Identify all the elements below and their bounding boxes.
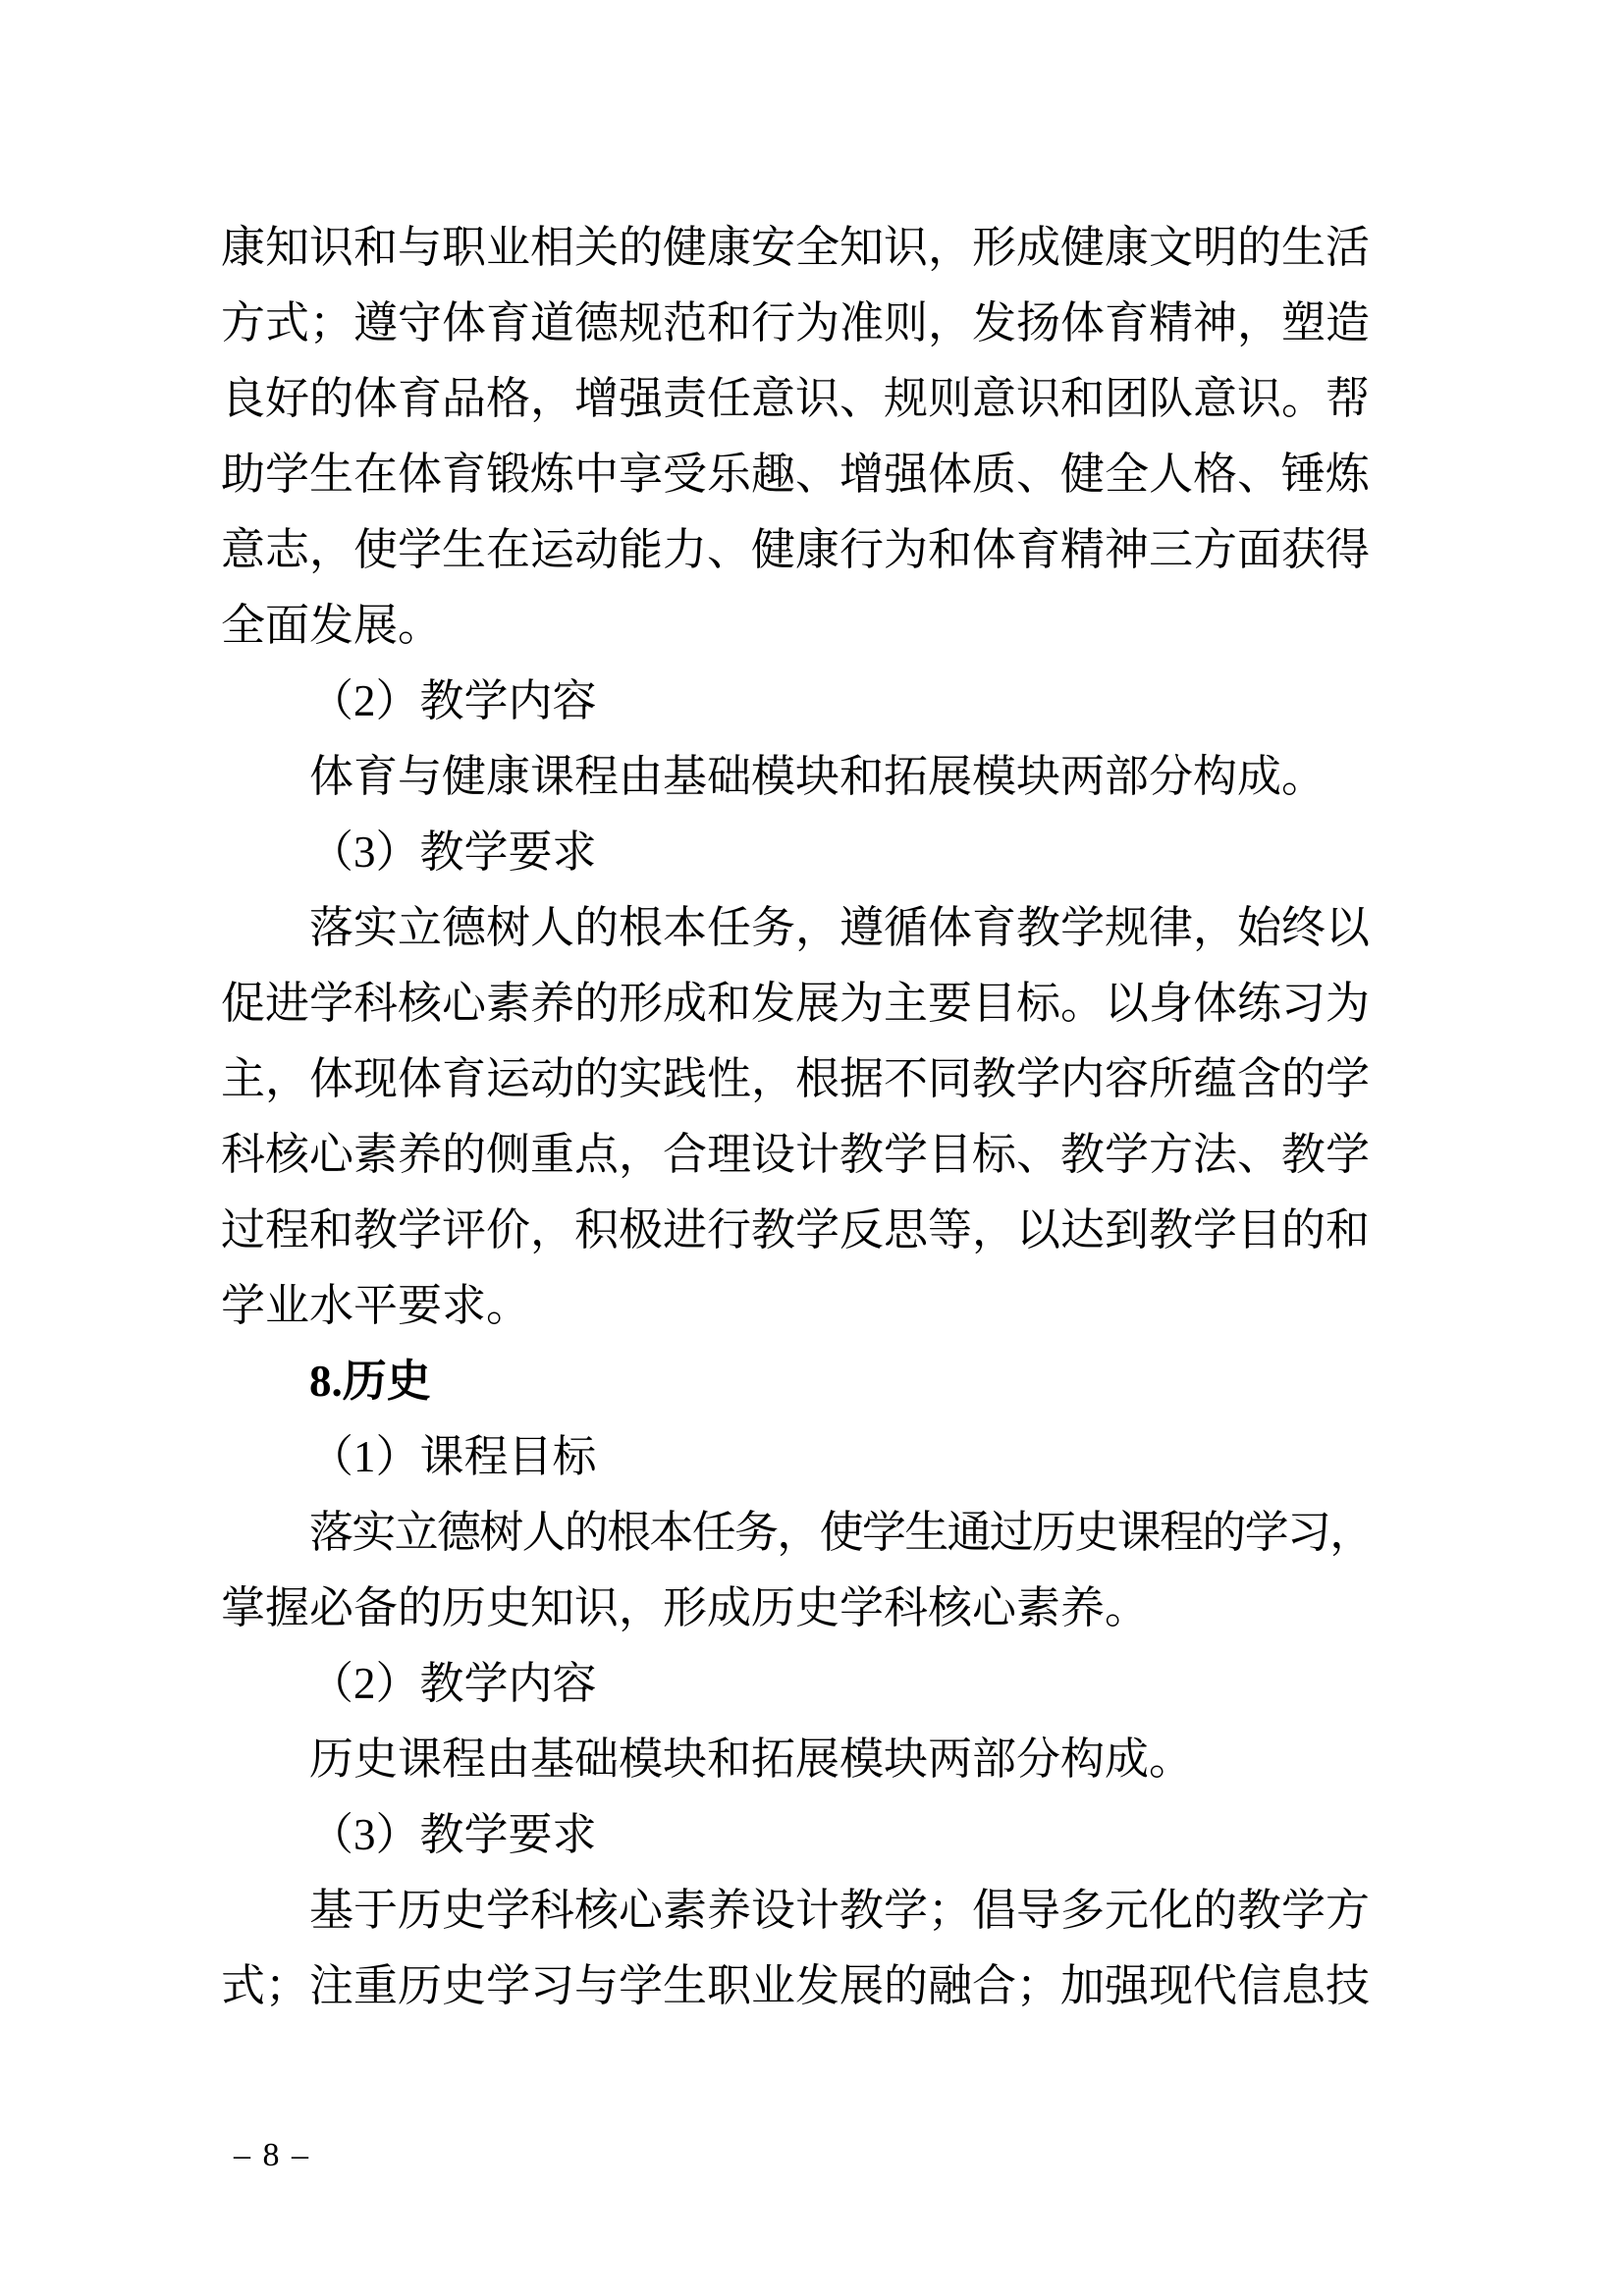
body-text-line: 落实立德树人的根本任务，遵循体育教学规律，始终以 <box>309 903 1371 952</box>
heading-8-history: 8.历史 <box>309 1357 431 1406</box>
body-text-line: 科核心素养的侧重点，合理设计教学目标、教学方法、教学 <box>221 1130 1371 1179</box>
body-text-line: 基于历史学科核心素养设计教学；倡导多元化的教学方 <box>309 1886 1371 1935</box>
subheading-teaching-requirements: （3）教学要求 <box>309 828 597 877</box>
body-text-line: 康知识和与职业相关的健康安全知识，形成健康文明的生活 <box>221 223 1371 272</box>
page-number: – 8 – <box>234 2137 310 2173</box>
body-text-line: 学业水平要求。 <box>221 1281 531 1330</box>
body-text-line: 意志，使学生在运动能力、健康行为和体育精神三方面获得 <box>221 525 1371 574</box>
body-text-line: 掌握必备的历史知识，形成历史学科核心素养。 <box>221 1583 1150 1632</box>
subheading-teaching-requirements: （3）教学要求 <box>309 1810 597 1859</box>
body-text-line: 式；注重历史学习与学生职业发展的融合；加强现代信息技 <box>221 1961 1371 2010</box>
body-text-line: 全面发展。 <box>221 601 443 650</box>
body-text-line: 主，体现体育运动的实践性，根据不同教学内容所蕴含的学 <box>221 1054 1371 1103</box>
subheading-course-objectives: （1）课程目标 <box>309 1432 597 1481</box>
body-text-line: 助学生在体育锻炼中享受乐趣、增强体质、健全人格、锤炼 <box>221 450 1371 499</box>
body-text-line: 过程和教学评价，积极进行教学反思等，以达到教学目的和 <box>221 1205 1371 1255</box>
body-text-line: 落实立德树人的根本任务，使学生通过历史课程的学习， <box>309 1508 1373 1557</box>
body-text-line: 历史课程由基础模块和拓展模块两部分构成。 <box>309 1735 1194 1784</box>
subheading-teaching-content: （2）教学内容 <box>309 1659 597 1708</box>
body-text-line: 良好的体育品格，增强责任意识、规则意识和团队意识。帮 <box>221 374 1371 423</box>
body-text-line: 方式；遵守体育道德规范和行为准则，发扬体育精神，塑造 <box>221 298 1371 347</box>
body-text-line: 体育与健康课程由基础模块和拓展模块两部分构成。 <box>309 752 1326 801</box>
subheading-teaching-content: （2）教学内容 <box>309 676 597 725</box>
body-text-line: 促进学科核心素养的形成和发展为主要目标。以身体练习为 <box>221 979 1371 1028</box>
text-block <box>221 210 1378 2024</box>
